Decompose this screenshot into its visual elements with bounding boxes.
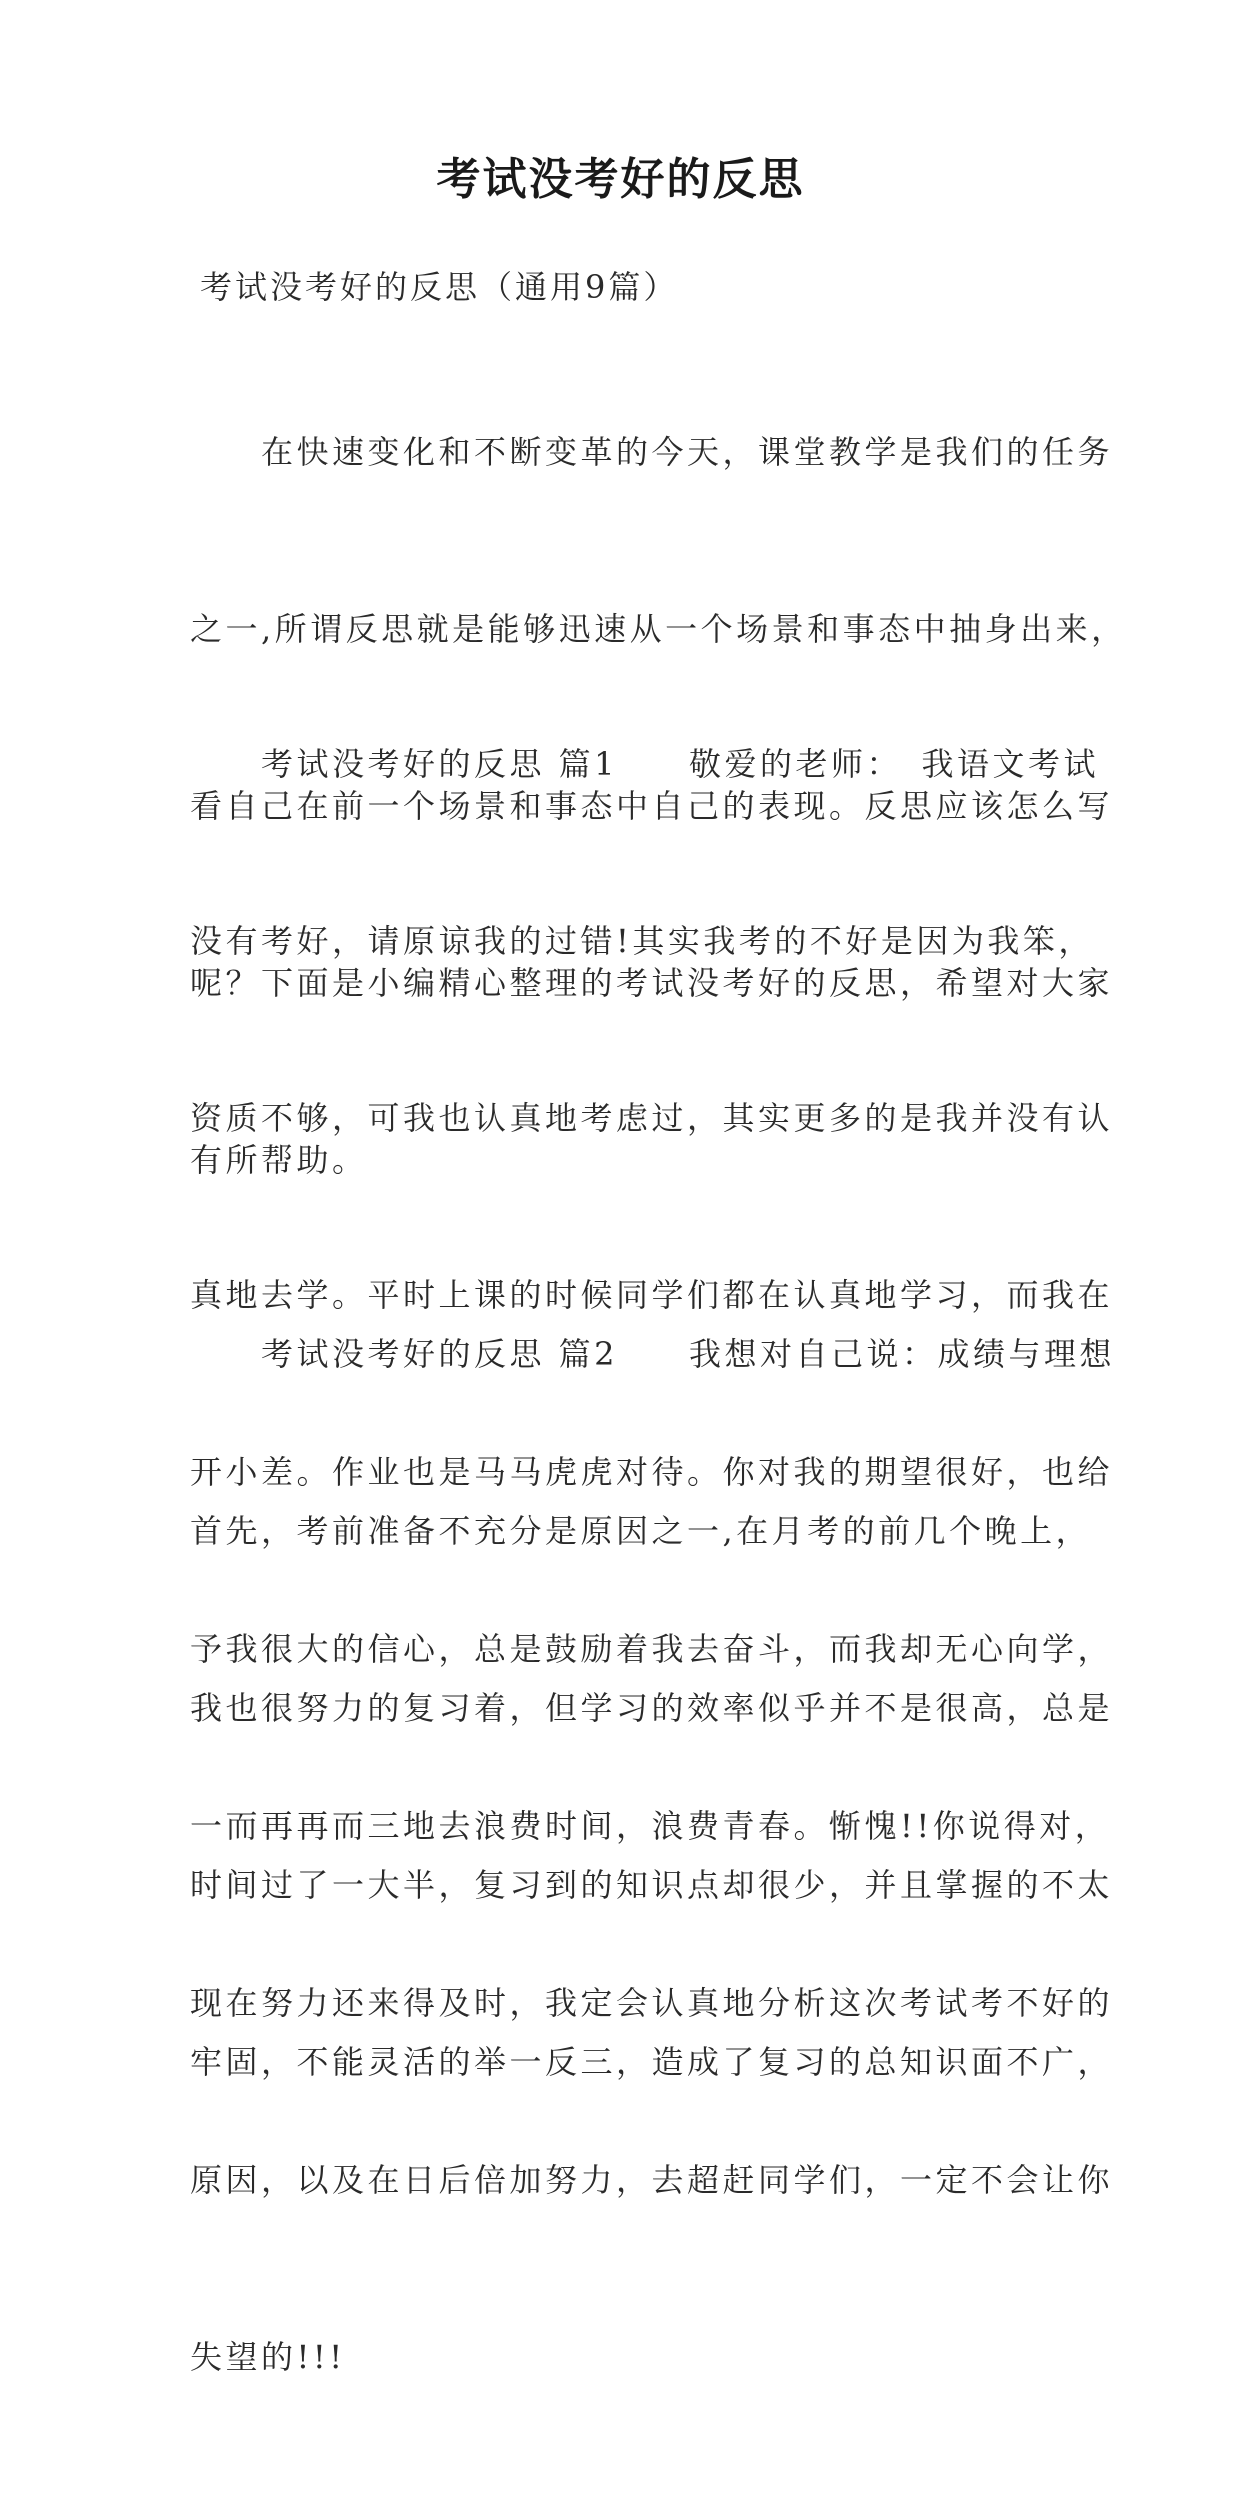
text-line: 失望的!!! xyxy=(190,2338,346,2376)
text-line: 看自己在前一个场景和事态中自己的表现。反思应该怎么写 xyxy=(190,787,1114,825)
text-line: 予我很大的信心，总是鼓励着我去奋斗，而我却无心向学， xyxy=(190,1630,1114,1668)
text-line: 一而再再而三地去浪费时间，浪费青春。惭愧!!你说得对， xyxy=(190,1807,1111,1845)
text-line: 有所帮助。 xyxy=(190,1141,368,1179)
section-2-paragraph xyxy=(190,1207,1116,2210)
document-subtitle: 考试没考好的反思（通用9篇） xyxy=(200,268,679,306)
text-line: 之一,所谓反思就是能够迅速从一个场景和事态中抽身出来， xyxy=(190,610,1127,648)
text-line: 在快速变化和不断变革的今天，课堂教学是我们的任务 xyxy=(190,433,1114,471)
document-title: 考试没考好的反思 xyxy=(436,154,805,205)
text-line: 原因，以及在日后倍加努力，去超赶同学们，一定不会让你 xyxy=(190,2161,1114,2199)
text-line: 我也很努力的复习着，但学习的效率似乎并不是很高，总是 xyxy=(190,1689,1114,1727)
text-line: 资质不够，可我也认真地考虑过，其实更多的是我并没有认 xyxy=(190,1099,1114,1137)
text-line: 没有考好，请原谅我的过错!其实我考的不好是因为我笨， xyxy=(190,922,1094,960)
text-line: 考试没考好的反思 篇1 敬爱的老师： 我语文考试 xyxy=(190,745,1100,783)
text-line: 开小差。作业也是马马虎虎对待。你对我的期望很好，也给 xyxy=(190,1453,1114,1491)
text-line: 时间过了一大半，复习到的知识点却很少，并且掌握的不太 xyxy=(190,1866,1114,1904)
text-line: 考试没考好的反思 篇2 我想对自己说：成绩与理想 xyxy=(190,1335,1116,1373)
text-line: 现在努力还来得及时，我定会认真地分析这次考试考不好的 xyxy=(190,1984,1114,2022)
text-line: 首先，考前准备不充分是原因之一,在月考的前几个晚上， xyxy=(190,1512,1092,1550)
text-line: 呢？下面是小编精心整理的考试没考好的反思，希望对大家 xyxy=(190,964,1114,1002)
text-line: 牢固，不能灵活的举一反三，造成了复习的总知识面不广， xyxy=(190,2043,1114,2081)
text-line: 真地去学。平时上课的时候同学们都在认真地学习，而我在 xyxy=(190,1276,1114,1314)
